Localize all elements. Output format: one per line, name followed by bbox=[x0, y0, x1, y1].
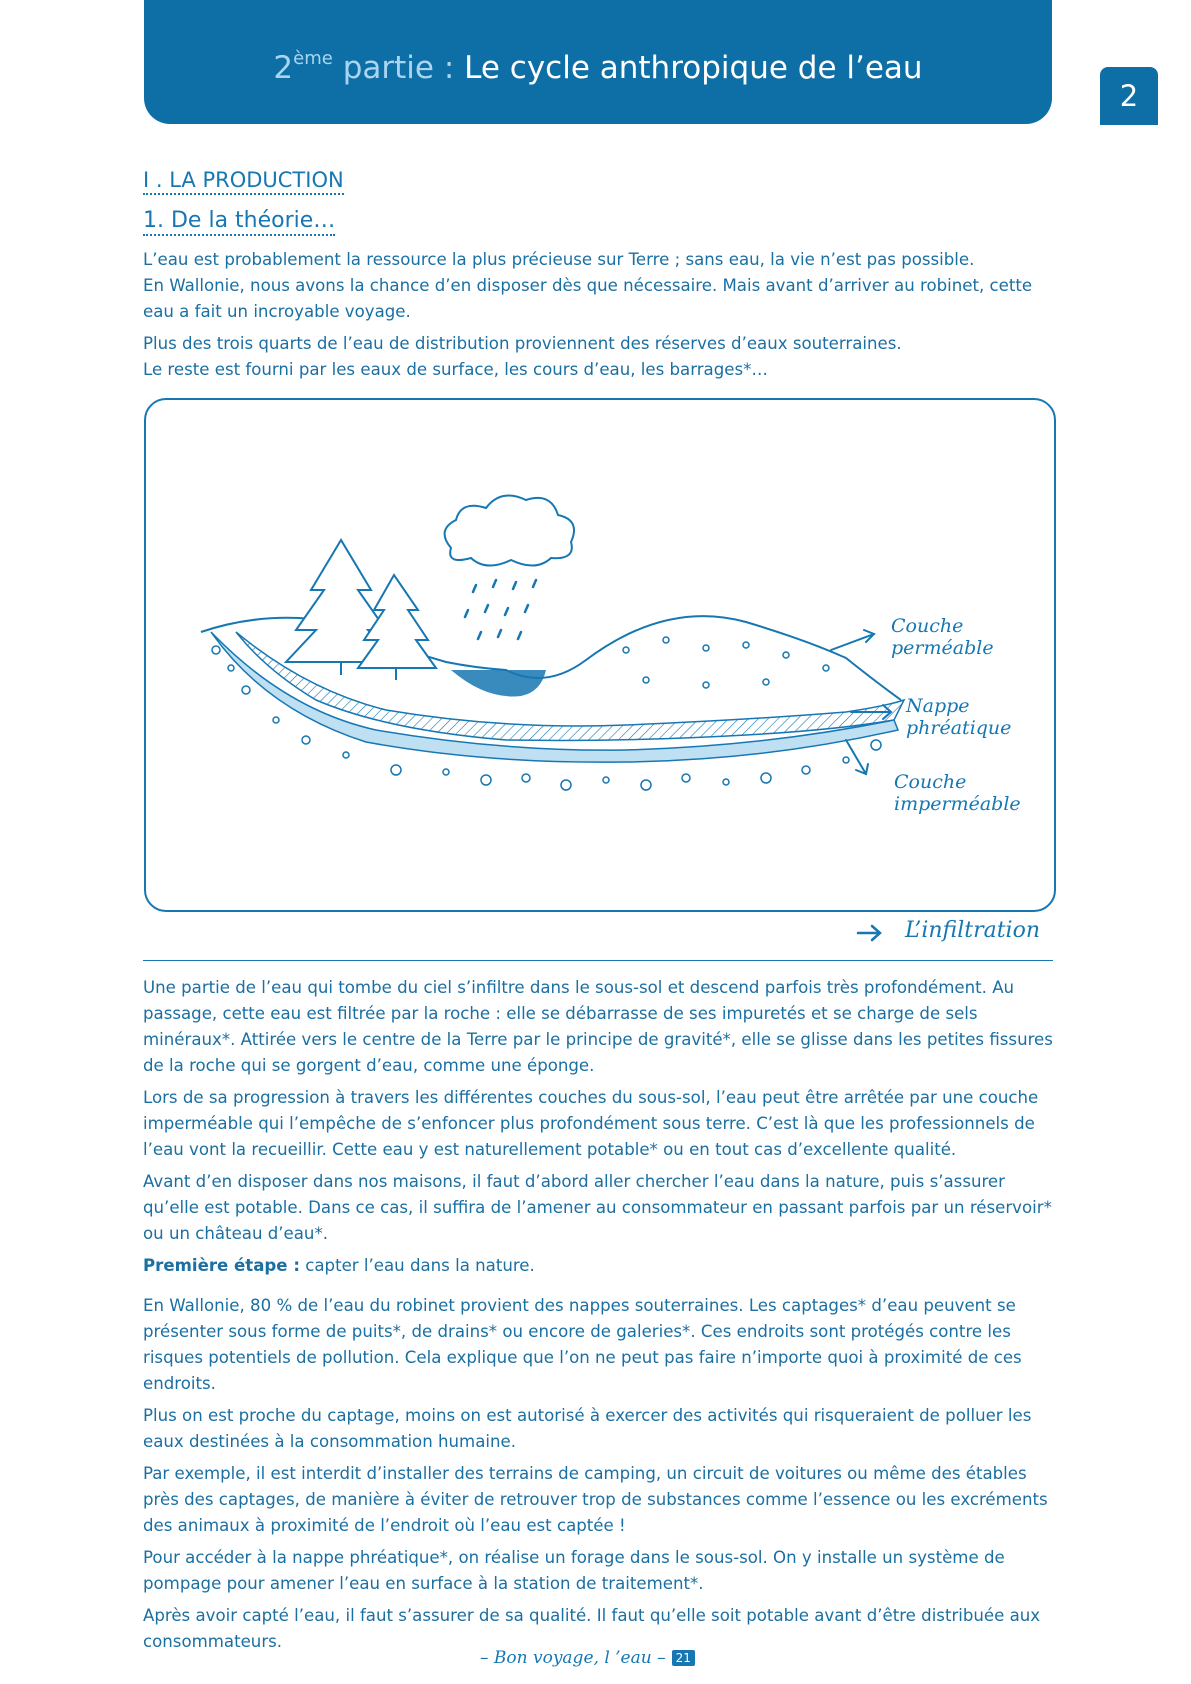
infiltration-diagram bbox=[144, 398, 1056, 912]
intro-line-2: En Wallonie, nous avons la chance d’en disposer dès que nécessaire. Mais avant d’arriver au robinet, cette eau a fait un incroyable voyage. bbox=[143, 276, 1033, 321]
body-paragraph-9: Après avoir capté l’eau, il faut s’assurer de sa qualité. Il faut qu’elle soit potable avant d’être distribuée aux consommateurs. bbox=[143, 1606, 1041, 1651]
caption-arrow-icon bbox=[856, 923, 886, 943]
intro-line-4: Le reste est fourni par les eaux de surface, les cours d’eau, les barrages*… bbox=[143, 360, 769, 379]
body-paragraph-3: Avant d’en disposer dans nos maisons, il faut d’abord aller chercher l’eau dans la nature, puis s’assurer qu’elle est potable. Dans ce cas, il suffira de l’amener au consommateur en passant parfois par un réservoir* ou un château d’eau*. bbox=[143, 1172, 1052, 1243]
intro-line-3: Plus des trois quarts de l’eau de distribution proviennent des réserves d’eaux souterraines. bbox=[143, 334, 902, 353]
body-paragraph-6: Plus on est proche du captage, moins on est autorisé à exercer des activités qui risqueraient de polluer les eaux destinées à la consommation humaine. bbox=[143, 1406, 1032, 1451]
page-number: 21 bbox=[672, 1650, 695, 1666]
rain-drops bbox=[465, 580, 536, 639]
body-paragraph-5: En Wallonie, 80 % de l’eau du robinet provient des nappes souterraines. Les captages* d’eau peuvent se présenter sous forme de puits*, de drains* ou encore de galeries*. Ces endroits sont protégés contre les risques potentiels de pollution. Cela explique que l’on ne peut pas faire n’importe quoi à proximité de ces endroits. bbox=[143, 1296, 1022, 1393]
label-impermeable-1: Couche bbox=[894, 771, 967, 793]
label-impermeable-2: imperméable bbox=[894, 793, 1021, 815]
body-paragraph-4 bbox=[143, 1253, 1063, 1279]
chapter-banner bbox=[144, 0, 1052, 124]
title-part-word: partie : bbox=[342, 50, 455, 86]
body-paragraph-1: Une partie de l’eau qui tombe du ciel s’infiltre dans le sous-sol et descend parfois très profondément. Au passage, cette eau est filtrée par la roche : elle se débarrasse de ses impuretés et se charge de sels minéraux*. Attirée vers le centre de la Terre par le principe de gravité*, elle se glisse dans les petites fissures de la roche qui se gorgent d’eau, comme une éponge. bbox=[143, 978, 1053, 1075]
intro-line-1: L’eau est probablement la ressource la plus précieuse sur Terre ; sans eau, la vie n’est pas possible. bbox=[143, 250, 975, 269]
label-permeable-1: Couche bbox=[891, 615, 964, 637]
rain-cloud bbox=[445, 496, 574, 566]
title-ordinal: 2 bbox=[273, 50, 294, 86]
footer-text: – Bon voyage, l ’eau – bbox=[480, 1648, 666, 1668]
label-permeable-2: perméable bbox=[891, 637, 994, 659]
chapter-tab: 2 bbox=[1100, 67, 1158, 125]
body-text bbox=[143, 975, 1063, 1661]
lake bbox=[451, 670, 546, 696]
title-ordinal-suffix: ème bbox=[293, 48, 333, 69]
step-label: Première étape : bbox=[143, 1256, 300, 1275]
section-subheading: 1. De la théorie… bbox=[143, 208, 335, 236]
page-footer bbox=[480, 1648, 695, 1668]
body-paragraph-7: Par exemple, il est interdit d’installer des terrains de camping, un circuit de voitures ou même des étables près des captages, de manière à éviter de retrouver trop de substances comme l’essence ou les excréments des animaux à proximité de l’endroit où l’eau est captée ! bbox=[143, 1464, 1048, 1535]
page-title bbox=[273, 48, 922, 86]
intro-text bbox=[143, 247, 1063, 389]
body-paragraph-2: Lors de sa progression à travers les différentes couches du sous-sol, l’eau peut être arrêtée par une couche imperméable qui l’empêche de s’enfoncer plus profondément sous terre. C’est là que les professionnels de l’eau vont la recueillir. Cette eau y est naturellement potable* ou en tout cas d’excellente qualité. bbox=[143, 1088, 1039, 1159]
step-text: capter l’eau dans la nature. bbox=[299, 1256, 535, 1275]
figure-caption: L’infiltration bbox=[905, 918, 1041, 943]
body-paragraph-8: Pour accéder à la nappe phréatique*, on réalise un forage dans le sous-sol. On y installe un système de pompage pour amener l’eau en surface à la station de traitement*. bbox=[143, 1548, 1005, 1593]
label-nappe-1: Nappe bbox=[906, 695, 970, 717]
section-heading: I . LA PRODUCTION bbox=[143, 168, 344, 195]
divider bbox=[143, 960, 1053, 961]
label-arrows bbox=[831, 630, 891, 774]
fir-trees bbox=[286, 540, 436, 680]
title-text: Le cycle anthropique de l’eau bbox=[464, 50, 923, 86]
label-nappe-2: phréatique bbox=[906, 717, 1012, 739]
infiltration-drawing bbox=[146, 400, 1058, 914]
